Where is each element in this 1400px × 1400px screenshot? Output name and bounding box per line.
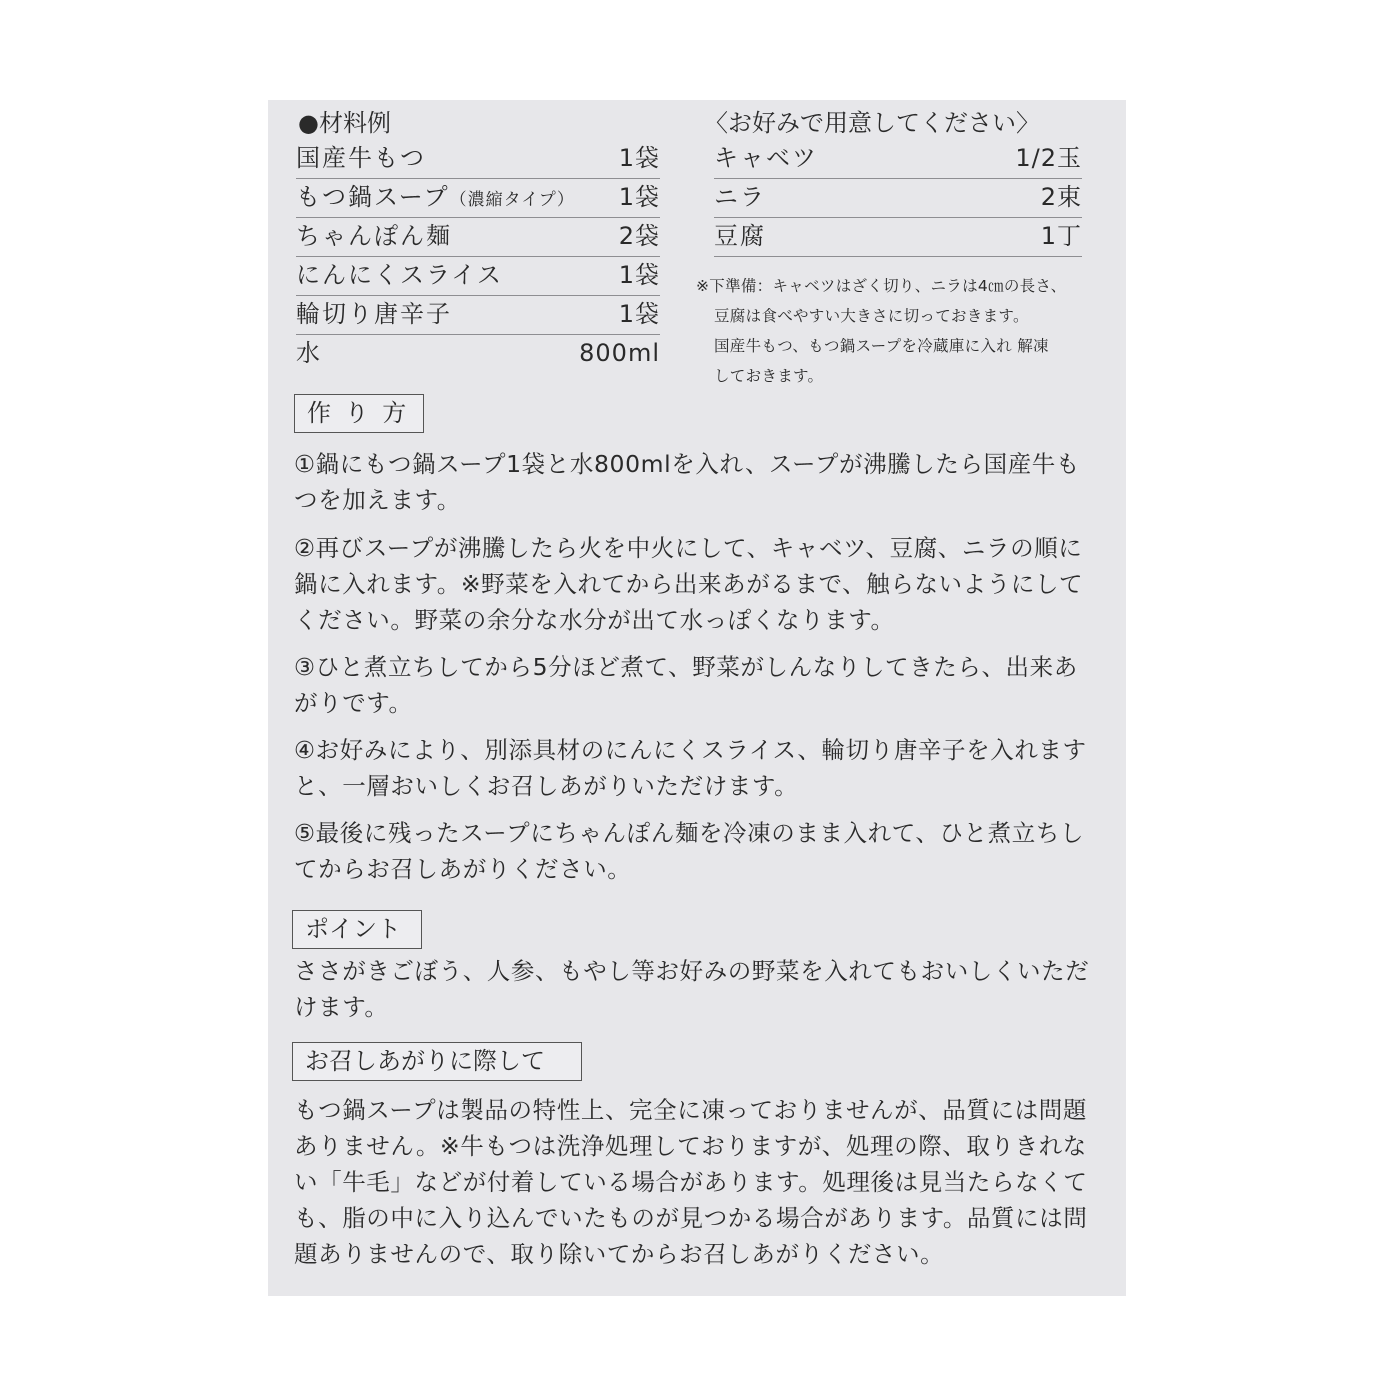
ingredient-qty: 2袋	[618, 222, 660, 250]
method-step: ②再びスープが沸騰したら火を中火にして、キャベツ、豆腐、ニラの順に鍋に入れます。※野菜を入れてから出来あがるまで、触らないようにしてください。野菜の余分な水分が出て水っぽくなります。	[294, 534, 1084, 634]
ingredient-qty: 1袋	[618, 300, 660, 328]
ingredients-heading: ●材料例	[298, 109, 391, 137]
ingredient-row	[296, 218, 660, 257]
optional-name: キャベツ	[714, 144, 818, 172]
prep-note-line: 国産牛もつ、もつ鍋スープを冷蔵庫に入れ 解凍	[714, 337, 1049, 355]
optional-name: 豆腐	[714, 222, 766, 250]
optional-qty: 2束	[1040, 183, 1082, 211]
optional-name: ニラ	[714, 183, 766, 211]
optional-row	[714, 218, 1082, 257]
ingredient-row	[296, 257, 660, 296]
point-text: ささがきごぼう、人参、もやし等お好みの野菜を入れてもおいしくいただけます。	[294, 957, 1090, 1021]
ingredient-name-text: もつ鍋スープ	[296, 183, 450, 211]
point-label: ポイント	[292, 910, 422, 949]
ingredient-qty: 800ml	[579, 339, 660, 367]
optional-row	[714, 179, 1082, 218]
optional-qty: 1丁	[1040, 222, 1082, 250]
method-step: ⑤最後に残ったスープにちゃんぽん麺を冷凍のまま入れて、ひと煮立ちしてからお召しあがりください。	[294, 819, 1085, 883]
recipe-card	[268, 100, 1126, 1296]
ingredient-qty: 1袋	[618, 261, 660, 289]
caution-label: お召しあがりに際して	[292, 1042, 582, 1081]
method-step: ①鍋にもつ鍋スープ1袋と水800mlを入れ、スープが沸騰したら国産牛もつを加えます。	[294, 450, 1081, 514]
prep-note-line: ※下準備：キャベツはざく切り、ニラは4㎝の長さ、	[696, 277, 1067, 295]
prep-note-line: 豆腐は食べやすい大きさに切っておきます。	[714, 307, 1029, 325]
ingredient-name: 輪切り唐辛子	[296, 300, 452, 328]
ingredient-name	[296, 179, 575, 218]
optional-qty: 1/2玉	[1015, 144, 1082, 172]
ingredient-name: 国産牛もつ	[296, 144, 426, 172]
method-step: ④お好みにより、別添具材のにんにくスライス、輪切り唐辛子を入れますと、一層おいしくお召しあがりいただけます。	[294, 736, 1087, 800]
ingredient-row	[296, 335, 660, 373]
prep-note-line: しておきます。	[714, 367, 824, 385]
ingredient-name: ちゃんぽん麺	[296, 222, 452, 250]
optional-row	[714, 140, 1082, 179]
prep-note	[696, 271, 1106, 391]
ingredient-name: にんにくスライス	[296, 261, 504, 289]
optional-heading: 〈お好みで用意してください〉	[704, 109, 1040, 137]
ingredient-row	[296, 140, 660, 179]
ingredient-qty: 1袋	[618, 144, 660, 172]
method-label: 作 り 方	[294, 394, 424, 433]
ingredient-name: 水	[296, 339, 322, 367]
ingredient-row	[296, 179, 660, 218]
ingredient-qty: 1袋	[618, 183, 660, 211]
caution-text: もつ鍋スープは製品の特性上、完全に凍っておりませんが、品質には問題ありません。※牛もつは洗浄処理しておりますが、処理の際、取りきれない「牛毛」などが付着している場合があります。処理後は見当たらなくても、脂の中に入り込んでいたものが見つかる場合があります。品質には問題ありませんので、取り除いてからお召しあがりください。	[294, 1096, 1088, 1268]
ingredient-row	[296, 296, 660, 335]
ingredient-name-note: （濃縮タイプ）	[449, 190, 575, 210]
method-step: ③ひと煮立ちしてから5分ほど煮て、野菜がしんなりしてきたら、出来あがりです。	[294, 653, 1078, 717]
